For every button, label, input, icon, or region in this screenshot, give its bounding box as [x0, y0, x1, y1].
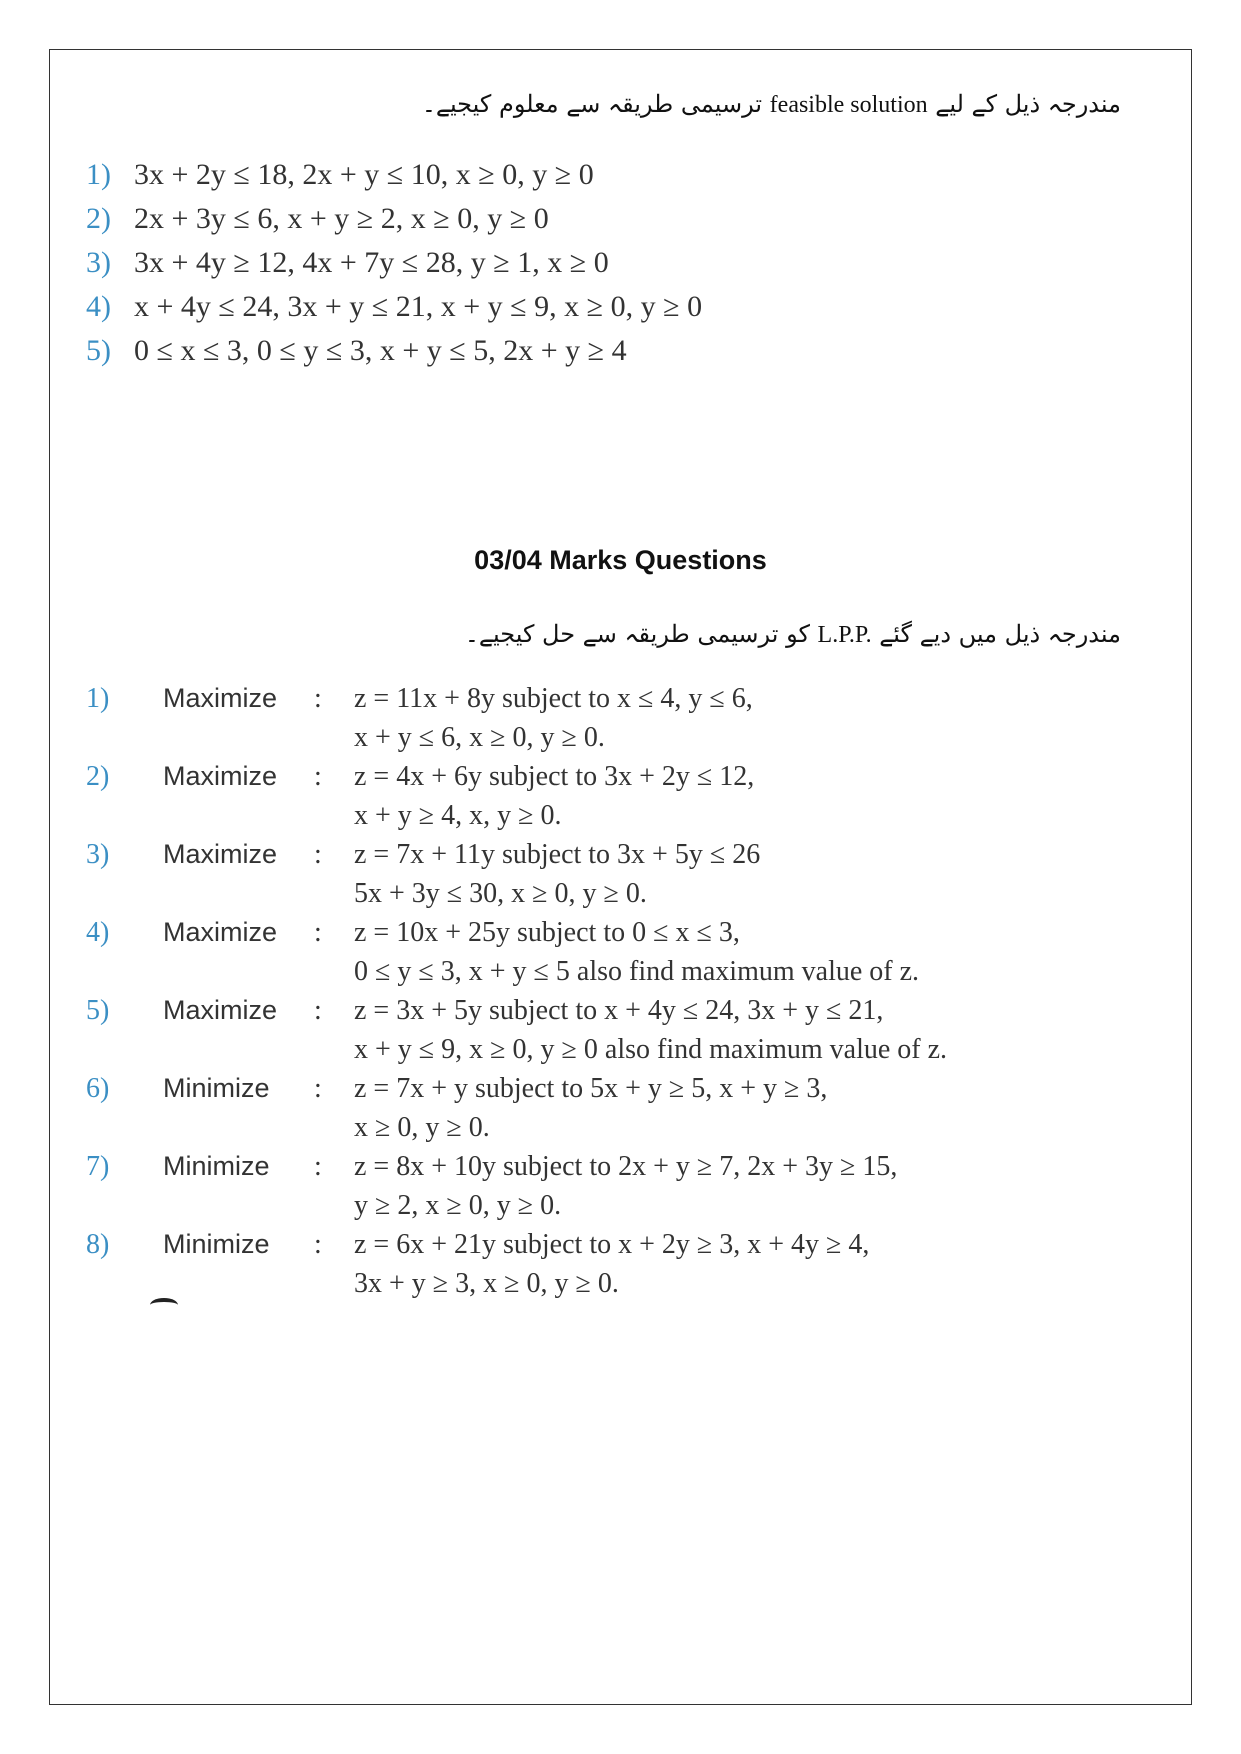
objective-type: Maximize: [163, 995, 278, 1025]
instruction-term: feasible solution: [769, 92, 928, 118]
item-number: 5): [86, 334, 111, 367]
item-number: 3): [86, 246, 111, 279]
colon: :: [314, 683, 322, 714]
question-line-1: z = 4x + 6y subject to 3x + 2y ≤ 12,: [354, 761, 755, 792]
question-number: 3): [86, 839, 110, 870]
question-line-2: x + y ≥ 4, x, y ≥ 0.: [354, 800, 562, 831]
question-number: 4): [86, 917, 110, 948]
colon: :: [314, 839, 322, 870]
question-line-2: 3x + y ≥ 3, x ≥ 0, y ≥ 0.: [354, 1268, 619, 1299]
question-line-1: z = 8x + 10y subject to 2x + y ≥ 7, 2x + 3y ≥ 15,: [354, 1151, 898, 1182]
instruction-urdu-post: کو ترسیمی طریقہ سے حل کیجیے۔: [464, 620, 818, 648]
objective-type: Maximize: [163, 917, 278, 947]
colon: :: [314, 1229, 322, 1260]
item-number: 1): [86, 158, 111, 191]
inequality-expression: 0 ≤ x ≤ 3, 0 ≤ y ≤ 3, x + y ≤ 5, 2x + y ≥ 4: [134, 334, 627, 367]
colon: :: [314, 761, 322, 792]
inequality-expression: x + 4y ≤ 24, 3x + y ≤ 21, x + y ≤ 9, x ≥ 0, y ≥ 0: [134, 290, 703, 323]
list-item: [86, 285, 702, 329]
colon: :: [314, 995, 322, 1026]
question-number: 5): [86, 995, 110, 1026]
section-heading: 03/04 Marks Questions: [474, 545, 767, 575]
inequality-expression: 3x + 2y ≤ 18, 2x + y ≤ 10, x ≥ 0, y ≥ 0: [134, 158, 594, 191]
inequality-expression: 3x + 4y ≥ 12, 4x + 7y ≤ 28, y ≥ 1, x ≥ 0: [134, 246, 609, 279]
question-line-1: z = 11x + 8y subject to x ≤ 4, y ≤ 6,: [354, 683, 753, 714]
question-line-2: x + y ≤ 9, x ≥ 0, y ≥ 0 also find maximum value of z.: [354, 1034, 948, 1065]
question-number: 2): [86, 761, 110, 792]
question-line-1: z = 6x + 21y subject to x + 2y ≥ 3, x + 4y ≥ 4,: [354, 1229, 870, 1260]
item-number: 2): [86, 202, 111, 235]
question-line-1: z = 3x + 5y subject to x + 4y ≤ 24, 3x + y ≤ 21,: [354, 995, 884, 1026]
colon: :: [314, 1151, 322, 1182]
instruction-term: L.P.P.: [817, 622, 872, 648]
instruction-urdu-post: ترسیمی طریقہ سے معلوم کیجیے۔: [421, 90, 770, 118]
question-line-2: x + y ≤ 6, x ≥ 0, y ≥ 0.: [354, 722, 605, 753]
question-line-1: z = 10x + 25y subject to 0 ≤ x ≤ 3,: [354, 917, 740, 948]
question-number: 6): [86, 1073, 110, 1104]
instruction-urdu-pre: مندرجہ ذیل کے لیے: [927, 90, 1121, 118]
list-item: [86, 241, 702, 285]
colon: :: [314, 917, 322, 948]
question-line-1: z = 7x + y subject to 5x + y ≥ 5, x + y ≥ 3,: [354, 1073, 828, 1104]
colon: :: [314, 1073, 322, 1104]
item-number: 4): [86, 290, 111, 323]
objective-type: Maximize: [163, 839, 278, 869]
objective-type: Maximize: [163, 761, 278, 791]
inequality-expression: 2x + 3y ≤ 6, x + y ≥ 2, x ≥ 0, y ≥ 0: [134, 202, 549, 235]
objective-type: Minimize: [163, 1073, 270, 1103]
list-item: [86, 153, 702, 197]
question-number: 1): [86, 683, 110, 714]
question-line-1: z = 7x + 11y subject to 3x + 5y ≤ 26: [354, 839, 761, 870]
question-line-2: 5x + 3y ≤ 30, x ≥ 0, y ≥ 0.: [354, 878, 647, 909]
question-number: 8): [86, 1229, 110, 1260]
list-item: [86, 329, 702, 373]
objective-type: Minimize: [163, 1151, 270, 1181]
objective-type: Minimize: [163, 1229, 270, 1259]
instruction-urdu-pre: مندرجہ ذیل میں دیے گئے: [871, 620, 1121, 648]
section2-instruction: [465, 620, 1121, 649]
question-number: 7): [86, 1151, 110, 1182]
question-line-2: x ≥ 0, y ≥ 0.: [354, 1112, 490, 1143]
objective-type: Maximize: [163, 683, 278, 713]
question-line-2: y ≥ 2, x ≥ 0, y ≥ 0.: [354, 1190, 562, 1221]
list-item: [86, 197, 702, 241]
section1-instruction: [422, 90, 1121, 119]
inequality-list: [86, 153, 702, 373]
scan-artifact-mark: [150, 1298, 178, 1312]
question-line-2: 0 ≤ y ≤ 3, x + y ≤ 5 also find maximum value of z.: [354, 956, 920, 987]
